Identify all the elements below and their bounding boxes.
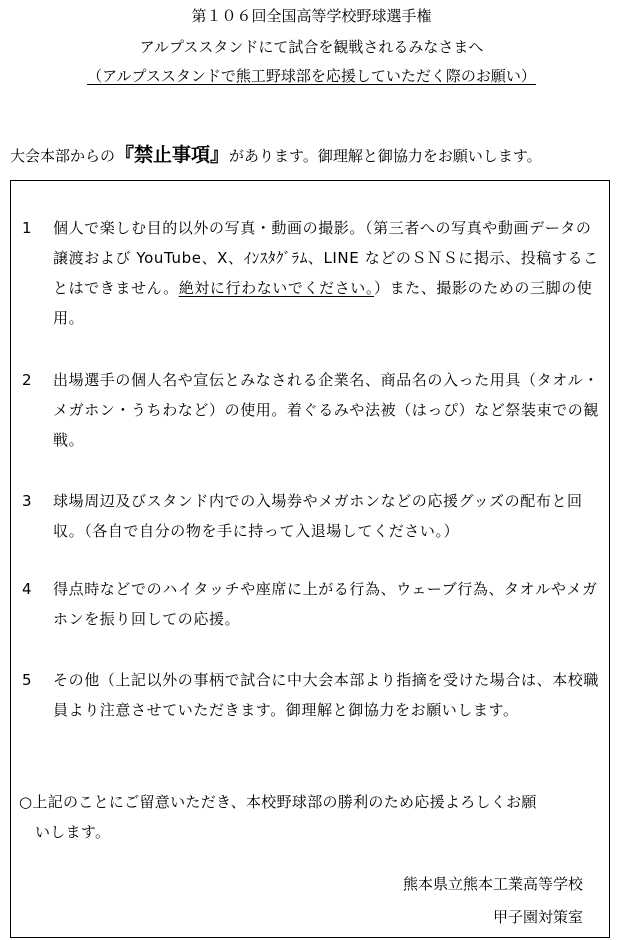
- intro-suffix: があります。御理解と御協力をお願いします。: [229, 147, 542, 165]
- item-number: 4: [22, 580, 32, 598]
- item-number: 5: [22, 671, 32, 689]
- prohibited-items-heading: 『禁止事項』: [115, 144, 230, 166]
- document-title: 第１０６回全国高等学校野球選手権: [191, 7, 432, 25]
- closing-line-2: いします。: [35, 823, 111, 841]
- item-text-part: ）また、撮影のための三脚の使用。: [53, 279, 593, 327]
- signature-office-name: 甲子園対策室: [492, 908, 583, 926]
- item-text: 得点時などでのハイタッチや座席に上がる行為、ウェーブ行為、タオルやメガホンを振り回しての応援。: [53, 580, 598, 628]
- intro-prefix: 大会本部からの: [10, 147, 116, 165]
- item-number: 2: [22, 371, 32, 389]
- emphasis-underlined-text: 絶対に行わないでください。: [178, 279, 375, 297]
- item-text: 球場周辺及びスタンド内での入場券やメガホンなどの応援グッズの配布と回収。（各自で自分の物を手に持って入退場してください。）: [53, 492, 583, 540]
- item-number: 1: [22, 219, 32, 237]
- item-number: 3: [22, 492, 32, 510]
- document-subtitle-note: [0, 66, 623, 86]
- signature-school-name: 熊本県立熊本工業高等学校: [402, 875, 583, 893]
- closing-request: [19, 787, 604, 847]
- closing-line-1: ○上記のことにご留意いただき、本校野球部の勝利のため応援よろしくお願: [19, 793, 537, 811]
- item-text: その他（上記以外の事柄で試合に中大会本部より指摘を受けた場合は、本校職員より注意させていただきます。御理解と御協力をお願いします。: [53, 671, 600, 719]
- item-text-part: 個人で楽しむ目的以外の写真・動画の撮影。（第三者への写真や動画データの譲渡および YouTube、X、ｲﾝｽﾀｸﾞﾗﾑ、LINE などのＳＮＳに掲示、投稿することはできません。: [53, 219, 599, 297]
- prohibited-items-box: [10, 180, 610, 938]
- subtitle-note-text: （アルプススタンドで熊工野球部を応援していただく際のお願い）: [87, 67, 536, 85]
- item-text: 出場選手の個人名や宣伝とみなされる企業名、商品名の入った用具（タオル・メガホン・うちわなど）の使用。着ぐるみや法被（はっぴ）など祭装束での観戦。: [53, 371, 600, 449]
- intro-sentence: [10, 144, 623, 167]
- document-subtitle: アルプススタンドにて試合を観戦されるみなさまへ: [139, 38, 484, 56]
- item-text: [53, 213, 601, 333]
